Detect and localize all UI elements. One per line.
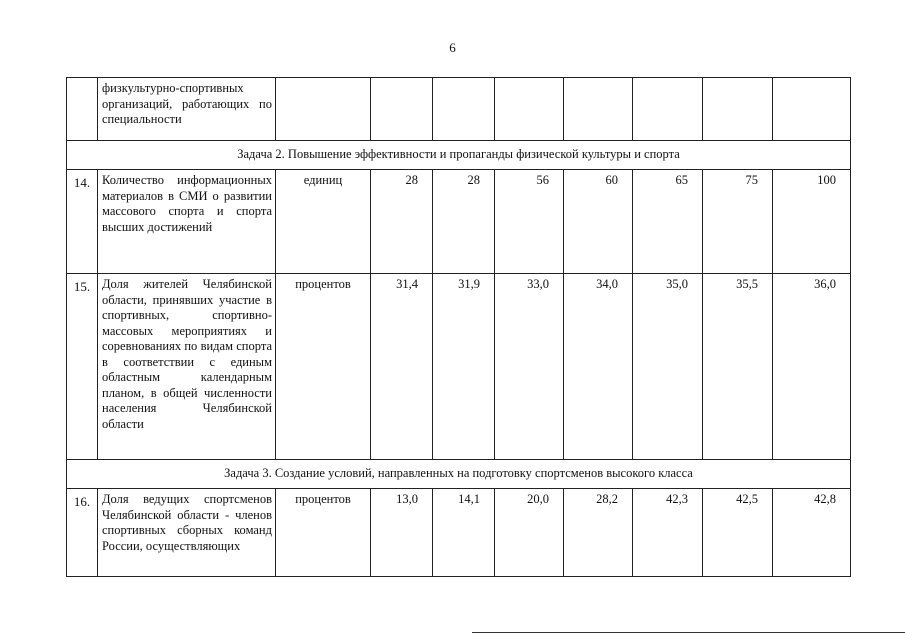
unit-cell: единиц xyxy=(276,170,371,274)
value-cell: 100 xyxy=(773,170,851,274)
table-row xyxy=(67,170,851,274)
row-number: 14. xyxy=(67,170,98,274)
value-cell: 31,4 xyxy=(371,274,433,460)
table-row xyxy=(67,489,851,577)
value-cell: 28 xyxy=(371,170,433,274)
value-cell: 65 xyxy=(633,170,703,274)
indicator-description: Количество информационных материалов в СМИ о развитии массового спорта и спорта высших достижений xyxy=(98,170,276,274)
value-cell: 42,5 xyxy=(703,489,773,577)
value-cell: 42,3 xyxy=(633,489,703,577)
value-cell xyxy=(703,78,773,141)
value-cell: 14,1 xyxy=(433,489,495,577)
value-cell: 28,2 xyxy=(564,489,633,577)
task-header-row xyxy=(67,141,851,170)
task-header-row xyxy=(67,460,851,489)
value-cell xyxy=(564,78,633,141)
value-cell: 35,0 xyxy=(633,274,703,460)
bottom-divider xyxy=(472,632,905,633)
task-2-heading: Задача 2. Повышение эффективности и пропаганды физической культуры и спорта xyxy=(67,141,851,170)
indicator-description: Доля ведущих спортсменов Челябинской области - членов спортивных сборных команд России, осуществляющих xyxy=(98,489,276,577)
indicators-table xyxy=(66,77,851,577)
value-cell xyxy=(773,78,851,141)
row-number: 15. xyxy=(67,274,98,460)
value-cell xyxy=(633,78,703,141)
row-number: 16. xyxy=(67,489,98,577)
value-cell xyxy=(495,78,564,141)
task-3-heading: Задача 3. Создание условий, направленных на подготовку спортсменов высокого класса xyxy=(67,460,851,489)
value-cell: 56 xyxy=(495,170,564,274)
unit-cell xyxy=(276,78,371,141)
value-cell: 34,0 xyxy=(564,274,633,460)
indicator-description: физкультурно-спортивных организаций, работающих по специальности xyxy=(98,78,276,141)
value-cell: 33,0 xyxy=(495,274,564,460)
unit-cell: процентов xyxy=(276,489,371,577)
table-row xyxy=(67,274,851,460)
table-row-continued xyxy=(67,78,851,141)
value-cell: 35,5 xyxy=(703,274,773,460)
value-cell xyxy=(433,78,495,141)
value-cell: 42,8 xyxy=(773,489,851,577)
row-number xyxy=(67,78,98,141)
value-cell: 20,0 xyxy=(495,489,564,577)
value-cell: 28 xyxy=(433,170,495,274)
value-cell: 60 xyxy=(564,170,633,274)
value-cell: 13,0 xyxy=(371,489,433,577)
value-cell: 31,9 xyxy=(433,274,495,460)
unit-cell: процентов xyxy=(276,274,371,460)
indicator-description: Доля жителей Челябинской области, принявших участие в спортивных, спортивно-массовых мероприятиях и соревнованиях по видам спорта в соответствии с единым областным календарным планом, в общей численности населения Челябинской области xyxy=(98,274,276,460)
value-cell: 75 xyxy=(703,170,773,274)
page-number: 6 xyxy=(449,40,456,55)
value-cell xyxy=(371,78,433,141)
value-cell: 36,0 xyxy=(773,274,851,460)
